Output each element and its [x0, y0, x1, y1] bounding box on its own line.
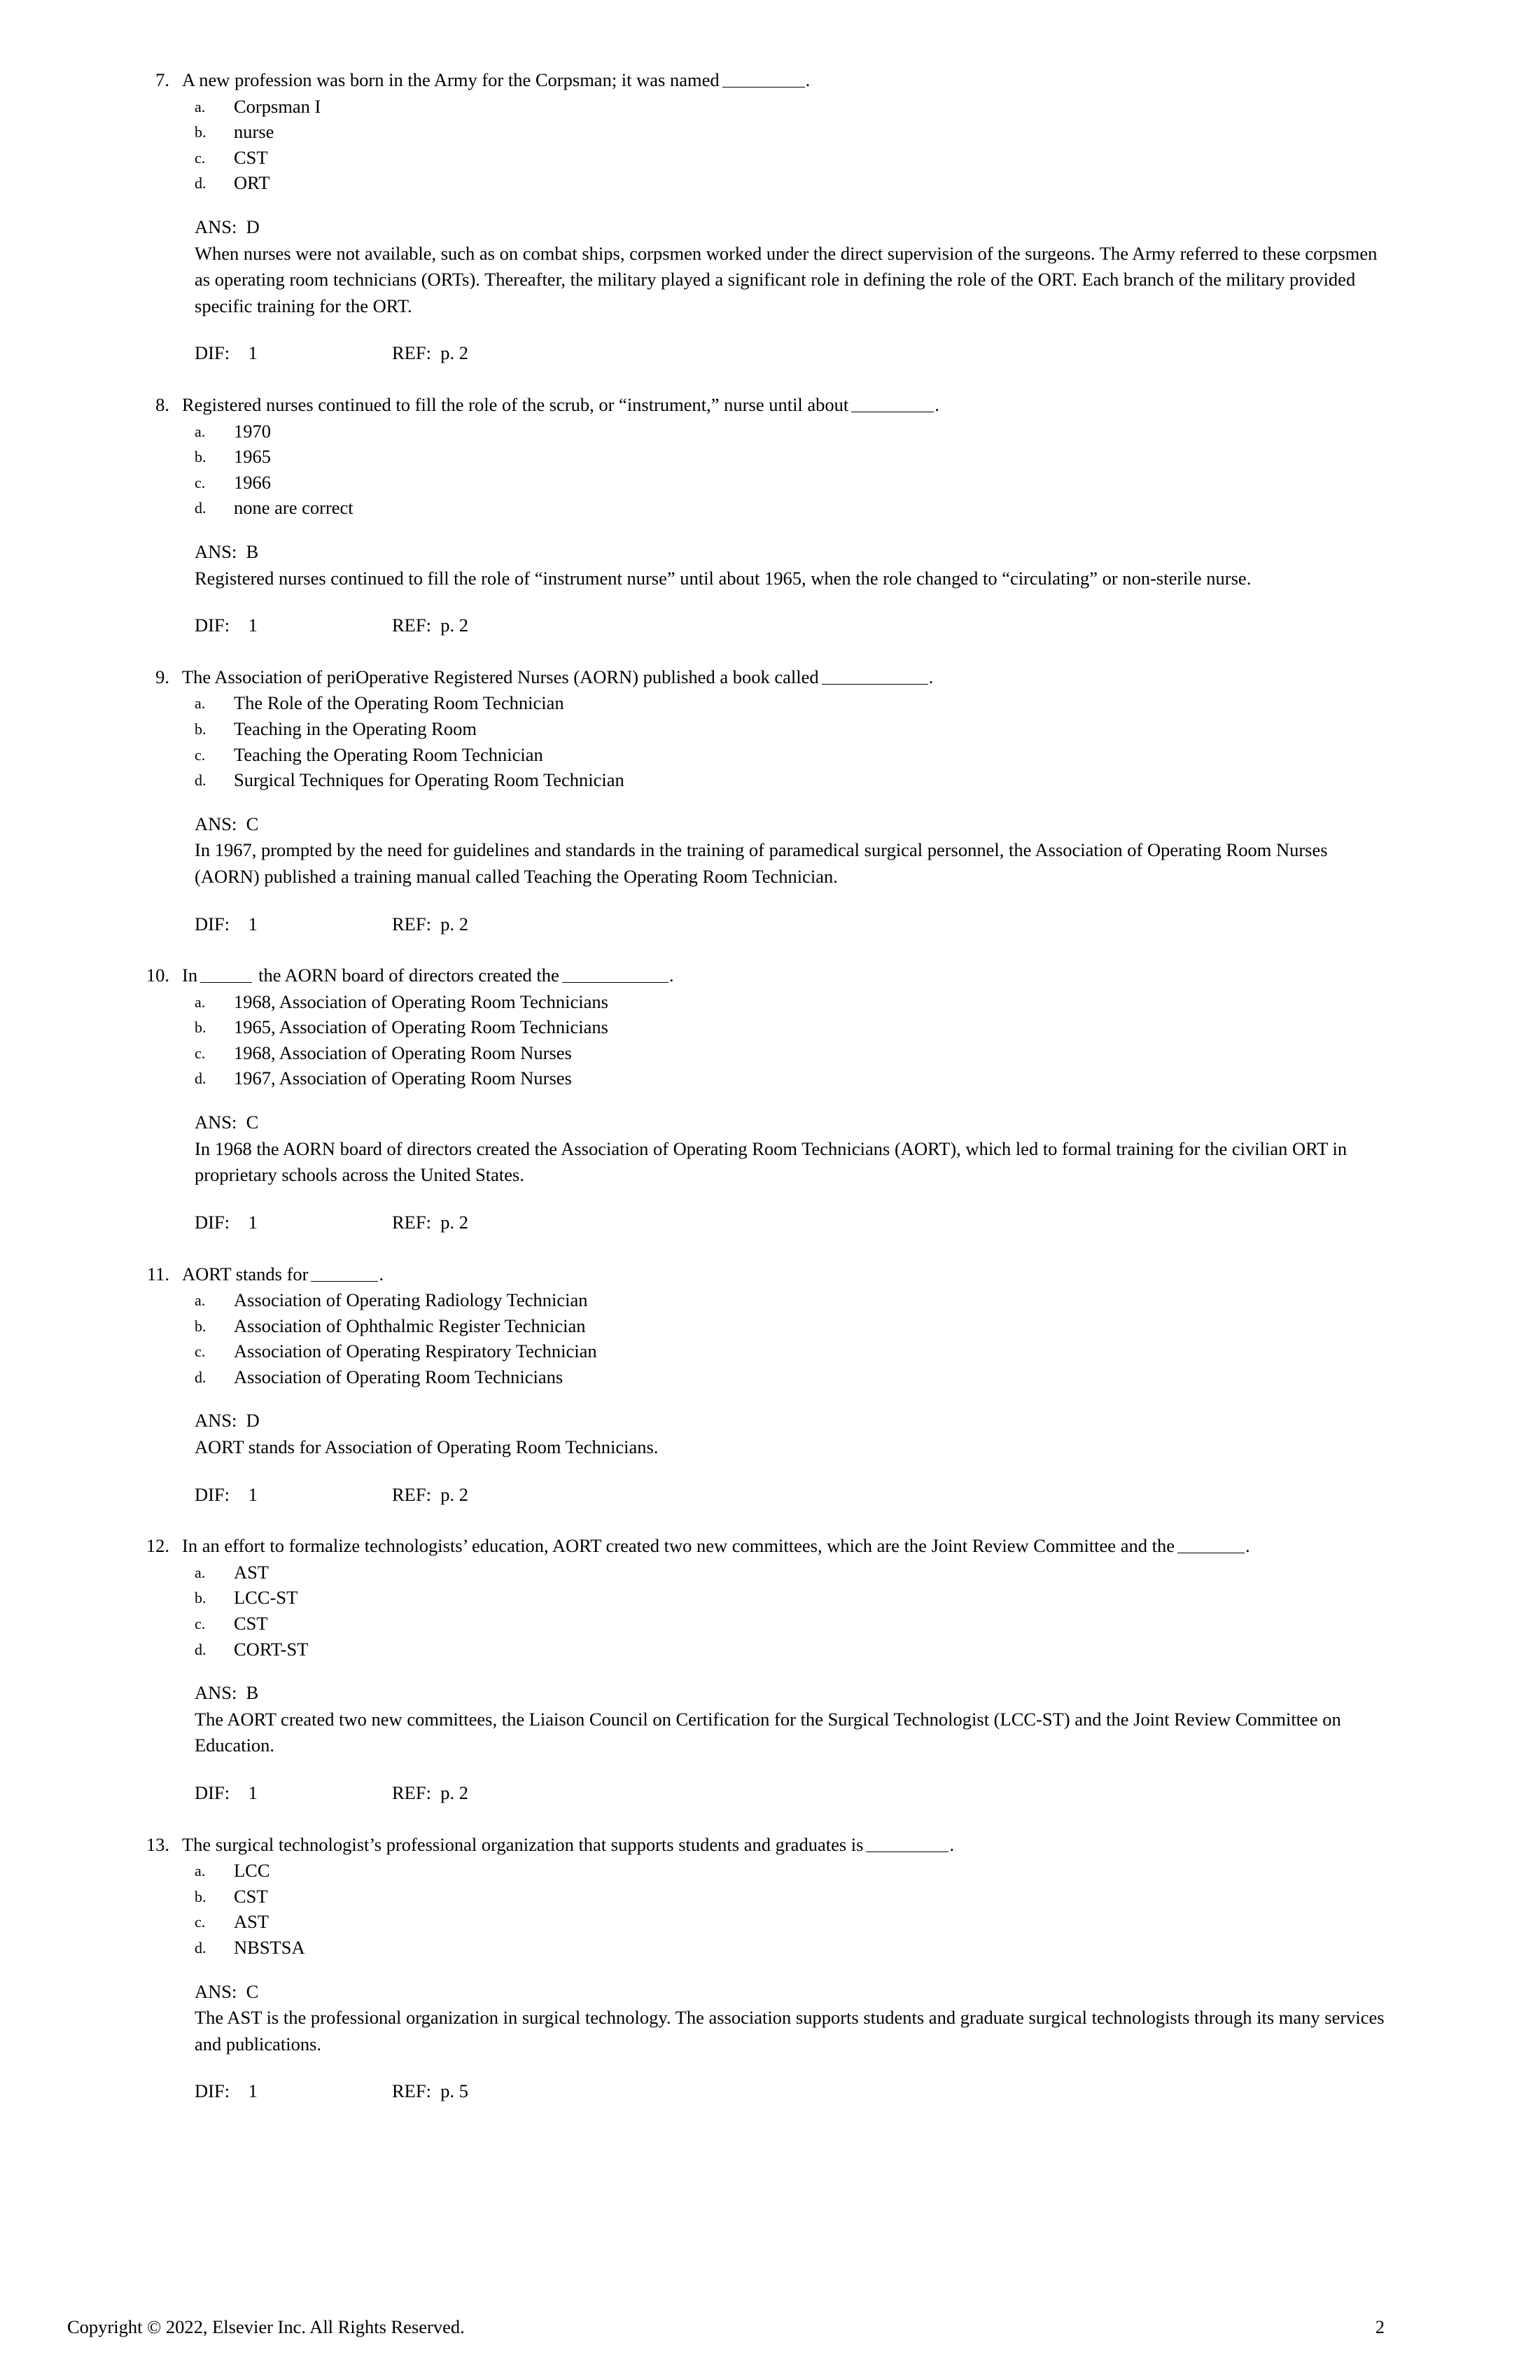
- answer-option-list: [139, 690, 1385, 792]
- answer-rationale: In 1968 the AORN board of directors created the Association of Operating Room Technicians (AORT), which led to formal training for the civilian ORT in proprietary schools across the United States.: [195, 1138, 1348, 1186]
- question-text-segment: A new profession was born in the Army for the Corpsman; it was named: [182, 69, 720, 90]
- answer-explanation: [139, 811, 1385, 890]
- answer-option[interactable]: [139, 495, 1385, 521]
- answer-option[interactable]: [139, 419, 1385, 444]
- question-text-terminator: .: [1245, 1535, 1250, 1557]
- fill-in-blank: [1177, 1535, 1245, 1553]
- answer-option[interactable]: [139, 1560, 1385, 1586]
- answer-explanation: [139, 1110, 1385, 1189]
- answer-option-letter: b.: [195, 1018, 206, 1037]
- question-block: [139, 392, 1385, 639]
- answer-option-letter: d.: [195, 1368, 206, 1386]
- answer-option-text: 1965: [234, 446, 271, 468]
- question-metadata: [139, 1210, 1385, 1236]
- question-metadata: [139, 911, 1385, 938]
- answer-key: ANS: C: [195, 1112, 259, 1133]
- reference-value: REF: p. 2: [392, 342, 468, 364]
- question-block: [139, 1533, 1385, 1806]
- answer-option-list: [139, 1858, 1385, 1960]
- answer-option[interactable]: [139, 1338, 1385, 1364]
- answer-option[interactable]: [139, 716, 1385, 742]
- answer-option[interactable]: [139, 1909, 1385, 1935]
- answer-option-letter: c.: [195, 473, 206, 491]
- answer-key: ANS: C: [195, 1980, 259, 2002]
- answer-option-text: Surgical Techniques for Operating Room Technician: [234, 769, 624, 791]
- answer-option-text: 1966: [234, 471, 271, 493]
- answer-option-letter: b.: [195, 1887, 206, 1905]
- question-text: [182, 1533, 1385, 1560]
- question-text: [182, 1261, 1385, 1288]
- question-block: [139, 67, 1385, 367]
- fill-in-blank: [311, 1263, 378, 1281]
- answer-option[interactable]: [139, 444, 1385, 470]
- answer-option-letter: a.: [195, 993, 206, 1011]
- question-stem: [139, 67, 1385, 94]
- answer-option-letter: d.: [195, 1070, 206, 1088]
- answer-option[interactable]: [139, 767, 1385, 793]
- answer-option-letter: b.: [195, 123, 206, 141]
- answer-option-letter: d.: [195, 771, 206, 790]
- question-text-terminator: .: [928, 666, 934, 687]
- answer-option[interactable]: [139, 1364, 1385, 1390]
- answer-option-letter: c.: [195, 1615, 206, 1632]
- page-footer: [0, 2316, 1540, 2380]
- question-text: [182, 962, 1385, 989]
- answer-option-letter: b.: [195, 1589, 206, 1607]
- answer-option-text: Association of Operating Radiology Technician: [234, 1289, 588, 1311]
- answer-option-text: CST: [234, 1885, 268, 1907]
- answer-option[interactable]: [139, 119, 1385, 145]
- answer-rationale: The AST is the professional organization in surgical technology. The association supports students and graduate surgical technologists through its many services and publications.: [195, 2007, 1385, 2054]
- answer-option-letter: b.: [195, 1317, 206, 1335]
- question-number: 8.: [155, 394, 169, 415]
- question-block: [139, 664, 1385, 937]
- answer-option-text: 1970: [234, 420, 271, 442]
- answer-option[interactable]: [139, 690, 1385, 716]
- answer-option-text: Corpsman I: [234, 95, 321, 117]
- answer-option-text: CST: [234, 146, 268, 168]
- answer-option-letter: d.: [195, 1938, 206, 1956]
- answer-key: ANS: D: [195, 1410, 260, 1432]
- question-metadata: [139, 612, 1385, 639]
- answer-option-text: 1968, Association of Operating Room Nurses: [234, 1042, 572, 1063]
- answer-option[interactable]: [139, 145, 1385, 171]
- answer-option-text: Association of Operating Respiratory Technician: [234, 1340, 597, 1362]
- question-number: 7.: [155, 69, 169, 90]
- question-text-segment: AORT stands for: [182, 1263, 309, 1284]
- difficulty-value: DIF: 1: [195, 1782, 258, 1803]
- answer-option[interactable]: [139, 1040, 1385, 1066]
- question-metadata: [139, 1482, 1385, 1508]
- difficulty-value: DIF: 1: [195, 1483, 258, 1505]
- answer-option[interactable]: [139, 170, 1385, 196]
- answer-option-letter: a.: [195, 1563, 206, 1581]
- answer-option-letter: c.: [195, 148, 206, 167]
- answer-option-letter: c.: [195, 1913, 206, 1931]
- question-text-segment: the AORN board of directors created the: [258, 965, 559, 986]
- answer-option-letter: b.: [195, 720, 206, 738]
- answer-option-text: 1968, Association of Operating Room Technicians: [234, 990, 608, 1012]
- question-number: 9.: [155, 666, 169, 687]
- answer-option-text: AST: [234, 1911, 270, 1933]
- answer-option-letter: d.: [195, 1640, 206, 1658]
- answer-option-text: none are correct: [234, 497, 354, 519]
- answer-option-letter: d.: [195, 174, 206, 192]
- answer-option-text: 1965, Association of Operating Room Technicians: [234, 1016, 608, 1038]
- answer-option[interactable]: [139, 1858, 1385, 1884]
- fill-in-blank: [866, 1833, 948, 1851]
- fill-in-blank: [200, 965, 252, 983]
- page-number: 2: [1375, 2316, 1385, 2337]
- answer-option[interactable]: [139, 470, 1385, 496]
- question-stem: [139, 1832, 1385, 1858]
- answer-option-text: 1967, Association of Operating Room Nurses: [234, 1068, 572, 1089]
- question-number: 13.: [146, 1833, 169, 1855]
- answer-option[interactable]: [139, 1287, 1385, 1313]
- answer-key: ANS: C: [195, 813, 259, 834]
- question-text-segment: Registered nurses continued to fill the role of the scrub, or “instrument,” nurse until about: [182, 394, 849, 415]
- answer-rationale: In 1967, prompted by the need for guidelines and standards in the training of paramedical surgical personnel, the Association of Operating Room Nurses (AORN) published a training manual called Teaching the Operating Room Technician.: [195, 839, 1328, 887]
- question-block: [139, 1832, 1385, 2105]
- answer-option-list: [139, 94, 1385, 196]
- answer-option-text: nurse: [234, 121, 274, 143]
- answer-option-letter: a.: [195, 694, 206, 713]
- answer-option-text: NBSTSA: [234, 1936, 305, 1958]
- answer-explanation: [139, 1408, 1385, 1460]
- answer-option-text: ORT: [234, 172, 270, 194]
- answer-option-text: Association of Ophthalmic Register Technician: [234, 1315, 586, 1336]
- difficulty-value: DIF: 1: [195, 2080, 258, 2102]
- question-number: 10.: [146, 965, 169, 986]
- answer-option[interactable]: [139, 742, 1385, 768]
- question-text-segment: In: [182, 965, 198, 986]
- question-number: 12.: [146, 1535, 169, 1557]
- answer-option-list: [139, 989, 1385, 1091]
- reference-value: REF: p. 5: [392, 2080, 468, 2102]
- difficulty-value: DIF: 1: [195, 913, 258, 934]
- answer-rationale: Registered nurses continued to fill the role of “instrument nurse” until about 1965, when the role changed to “circulating” or non-sterile nurse.: [195, 567, 1252, 589]
- answer-option-letter: a.: [195, 422, 206, 440]
- answer-option-text: CST: [234, 1613, 268, 1634]
- answer-explanation: [139, 1979, 1385, 2058]
- question-stem: [139, 962, 1385, 989]
- answer-option-letter: c.: [195, 1343, 206, 1361]
- answer-option[interactable]: [139, 1065, 1385, 1091]
- answer-option-letter: c.: [195, 1044, 206, 1062]
- answer-option[interactable]: [139, 1935, 1385, 1961]
- answer-option-text: LCC-ST: [234, 1587, 298, 1609]
- answer-rationale: When nurses were not available, such as on combat ships, corpsmen worked under the direct supervision of the surgeons. The Army referred to these corpsmen as operating room technicians (ORTs). Thereafter, the military played a significant role in defining the role of the ORT. Each branch of the military provided specific training for the ORT.: [195, 242, 1378, 316]
- fill-in-blank: [851, 394, 934, 412]
- question-stem: [139, 1261, 1385, 1288]
- question-text: [182, 664, 1385, 691]
- answer-option-text: The Role of the Operating Room Technician: [234, 692, 564, 714]
- answer-option[interactable]: [139, 1611, 1385, 1637]
- difficulty-value: DIF: 1: [195, 1211, 258, 1233]
- answer-option[interactable]: [139, 94, 1385, 120]
- answer-option-text: LCC: [234, 1860, 270, 1882]
- answer-key: ANS: B: [195, 540, 259, 562]
- reference-value: REF: p. 2: [392, 1211, 468, 1233]
- answer-option[interactable]: [139, 1313, 1385, 1339]
- fill-in-blank: [822, 666, 928, 685]
- copyright-notice: Copyright © 2022, Elsevier Inc. All Rights Reserved.: [67, 2316, 465, 2337]
- answer-option-letter: a.: [195, 97, 206, 115]
- answer-option-list: [139, 1287, 1385, 1390]
- question-text-terminator: .: [668, 965, 674, 986]
- answer-option-letter: d.: [195, 499, 206, 517]
- question-text-segment: The surgical technologist’s professional organization that supports students and graduates is: [182, 1833, 864, 1855]
- answer-option[interactable]: [139, 1014, 1385, 1040]
- difficulty-value: DIF: 1: [195, 615, 258, 636]
- question-text-terminator: .: [379, 1263, 384, 1284]
- question-metadata: [139, 2078, 1385, 2105]
- reference-value: REF: p. 2: [392, 913, 468, 934]
- question-stem: [139, 1533, 1385, 1560]
- question-stem: [139, 392, 1385, 419]
- answer-option-letter: c.: [195, 746, 206, 764]
- answer-option-text: AST: [234, 1561, 270, 1583]
- question-metadata: [139, 1780, 1385, 1807]
- reference-value: REF: p. 2: [392, 615, 468, 636]
- answer-option-text: Teaching the Operating Room Technician: [234, 743, 543, 765]
- question-block: [139, 1261, 1385, 1508]
- question-text-terminator: .: [949, 1833, 955, 1855]
- answer-rationale: AORT stands for Association of Operating Room Technicians.: [195, 1436, 659, 1457]
- answer-explanation: [139, 539, 1385, 592]
- question-text-terminator: .: [934, 394, 939, 415]
- question-text: [182, 392, 1385, 419]
- question-text-segment: In an effort to formalize technologists’ education, AORT created two new committees, which are the Joint Review Committee and the: [182, 1535, 1175, 1557]
- answer-option-list: [139, 1560, 1385, 1662]
- answer-option-letter: a.: [195, 1862, 206, 1880]
- answer-option-text: Teaching in the Operating Room: [234, 718, 477, 739]
- fill-in-blank: [722, 69, 805, 88]
- reference-value: REF: p. 2: [392, 1483, 468, 1505]
- answer-key: ANS: B: [195, 1682, 259, 1704]
- answer-option-list: [139, 419, 1385, 521]
- difficulty-value: DIF: 1: [195, 342, 258, 364]
- question-text-segment: The Association of periOperative Registered Nurses (AORN) published a book called: [182, 666, 819, 687]
- answer-explanation: [139, 214, 1385, 320]
- question-stem: [139, 664, 1385, 691]
- answer-option[interactable]: [139, 1585, 1385, 1611]
- answer-option-letter: b.: [195, 448, 206, 466]
- answer-explanation: [139, 1680, 1385, 1759]
- question-text: [182, 1832, 1385, 1858]
- question-block: [139, 962, 1385, 1236]
- answer-option-text: Association of Operating Room Technicians: [234, 1366, 564, 1387]
- question-number: 11.: [146, 1263, 169, 1284]
- answer-option[interactable]: [139, 989, 1385, 1015]
- answer-option-text: CORT-ST: [234, 1638, 309, 1660]
- question-text: [182, 67, 1385, 94]
- answer-option-letter: a.: [195, 1292, 206, 1310]
- fill-in-blank: [562, 965, 668, 983]
- answer-option[interactable]: [139, 1884, 1385, 1910]
- answer-rationale: The AORT created two new committees, the Liaison Council on Certification for the Surgical Technologist (LCC-ST) and the Joint Review Committee on Education.: [195, 1708, 1341, 1756]
- answer-option[interactable]: [139, 1637, 1385, 1662]
- reference-value: REF: p. 2: [392, 1782, 468, 1803]
- question-metadata: [139, 340, 1385, 367]
- answer-key: ANS: D: [195, 216, 260, 237]
- question-text-terminator: .: [805, 69, 811, 90]
